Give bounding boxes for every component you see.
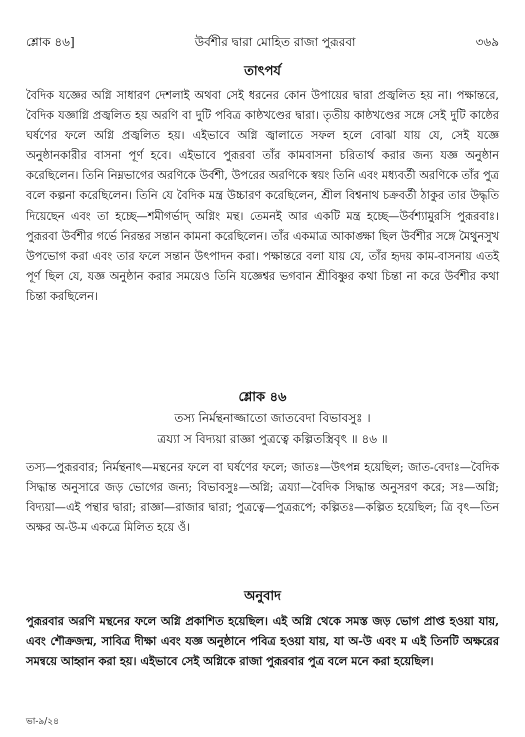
verse-line-2: ত্রয্যা স বিদ্যয়া রাজ্ঞা পুত্রত্বে কল্পিতস্ত্রিবৃৎ ॥ ৪৬ ॥ [157, 432, 388, 446]
header-title: উর্বশীর দ্বারা মোহিত রাজা পুরূরবা [194, 35, 356, 49]
page-footer-signature: ভা-৯/২৪ [26, 717, 59, 727]
verse-line-1: তস্য নির্মন্থনাজ্জাতো জাতবেদা বিভাবসুঃ । [174, 411, 371, 425]
header-verse-ref: শ্লোক ৪৬] [26, 35, 75, 49]
synonyms-text: তস্য—পুরূরবার; নির্মন্থনাৎ—মন্থনের ফলে বা ঘর্ষণের ফলে; জাতঃ—উৎপন্ন হয়েছিল; জাত-বেদাঃ—বৈদিক সিদ্ধান্ত অনুসারে জড় ভোগের জন্য; বিভাবসুঃ—অগ্নি; ত্রয্যা—বৈদিক সিদ্ধান্ত অনুসরণ করে; সঃ—অগ্নি; বিদ্যয়া—এই পন্থার দ্বারা; রাজ্ঞা—রাজার দ্বারা; পুত্রত্বে—পুত্ররূপে; কল্পিতঃ—কল্পিত হয়েছিল; ত্রি বৃৎ—তিন অক্ষর অ-উ-ম একত্রে মিলিত হয়ে ওঁ। [26, 461, 499, 535]
translation-text: পুরূরবার অরণি মন্থনের ফলে অগ্নি প্রকাশিত হয়েছিল। এই অগ্নি থেকে সমস্ত জড় ভোগ প্রাপ্ত হওয়া যায়, এবং শৌক্রজন্ম, সাবিত্র দীক্ষা এবং যজ্ঞ অনুষ্ঠানে পবিত্র হওয়া যায়, যা অ-উ এবং ম এই তিনটি অক্ষরের সমন্বয়ে আহ্বান করা হয়। এইভাবে সেই অগ্নিকে রাজা পুরূরবার পুত্র বলে মনে করা হয়েছিল। [26, 614, 499, 669]
page-header [26, 34, 499, 54]
verse-heading: শ্লোক ৪৬ [238, 390, 287, 405]
translation-heading: অনুবাদ [244, 589, 281, 604]
page-number: ৩৬৯ [475, 35, 499, 49]
purport-text: বৈদিক যজ্ঞের অগ্নি সাধারণ দেশলাই অথবা সেই ধরনের কোন উপায়ের দ্বারা প্রজ্বলিত হয় না। পক্ষান্তরে, বৈদিক যজ্ঞাগ্নি প্রজ্বলিত হয় অরণি বা দুটি পবিত্র কাষ্ঠখণ্ডের দ্বারা। তৃতীয় কাষ্ঠখণ্ডের সঙ্গে সেই দুটি কাষ্ঠের ঘর্ষণের ফলে অগ্নি প্রজ্বলিত হয়। এইভাবে অগ্নি জ্বালাতে সফল হলে বোঝা যায় যে, সেই যজ্ঞে অনুষ্ঠানকারীর বাসনা পূর্ণ হবে। এইভাবে পুরূরবা তাঁর কামবাসনা চরিতার্থ করার জন্য যজ্ঞ অনুষ্ঠান করেছিলেন। তিনি নিম্নভাগের অরণিকে উর্বশী, উপরের অরণিকে স্বয়ং তিনি এবং মধ্যবর্তী অরণিকে তাঁর পুত্র বলে কল্পনা করেছিলেন। তিনি যে বৈদিক মন্ত্র উচ্চারণ করেছিলেন, শ্রীল বিশ্বনাথ চক্রবর্তী ঠাকুর তার উদ্ধৃতি দিয়েছেন এবং তা হচ্ছে—শমীগর্ভাদ্‌ অগ্নিং মন্থ। তেমনই আর একটি মন্ত্র হচ্ছে—উর্বশ্যামুরসি পুরূরবাঃ। পুরূরবা উর্বশীর গর্ভে নিরন্তর সন্তান কামনা করেছিলেন। তাঁর একমাত্র আকাঙ্ক্ষা ছিল উর্বশীর সঙ্গে মৈথুনসুখ উপভোগ করা এবং তার ফলে সন্তান উৎপাদন করা। পক্ষান্তরে বলা যায় যে, তাঁর হৃদয় কাম-বাসনায় এতই পূর্ণ ছিল যে, যজ্ঞ অনুষ্ঠান করার সময়েও তিনি যজ্ঞেশ্বর ভগবান শ্রীবিষ্ণুর কথা চিন্তা না করে উর্বশীর কথা চিন্তা করছিলেন। [26, 89, 499, 303]
purport-heading: তাৎপর্য [244, 64, 281, 79]
verse-block [60, 408, 485, 450]
